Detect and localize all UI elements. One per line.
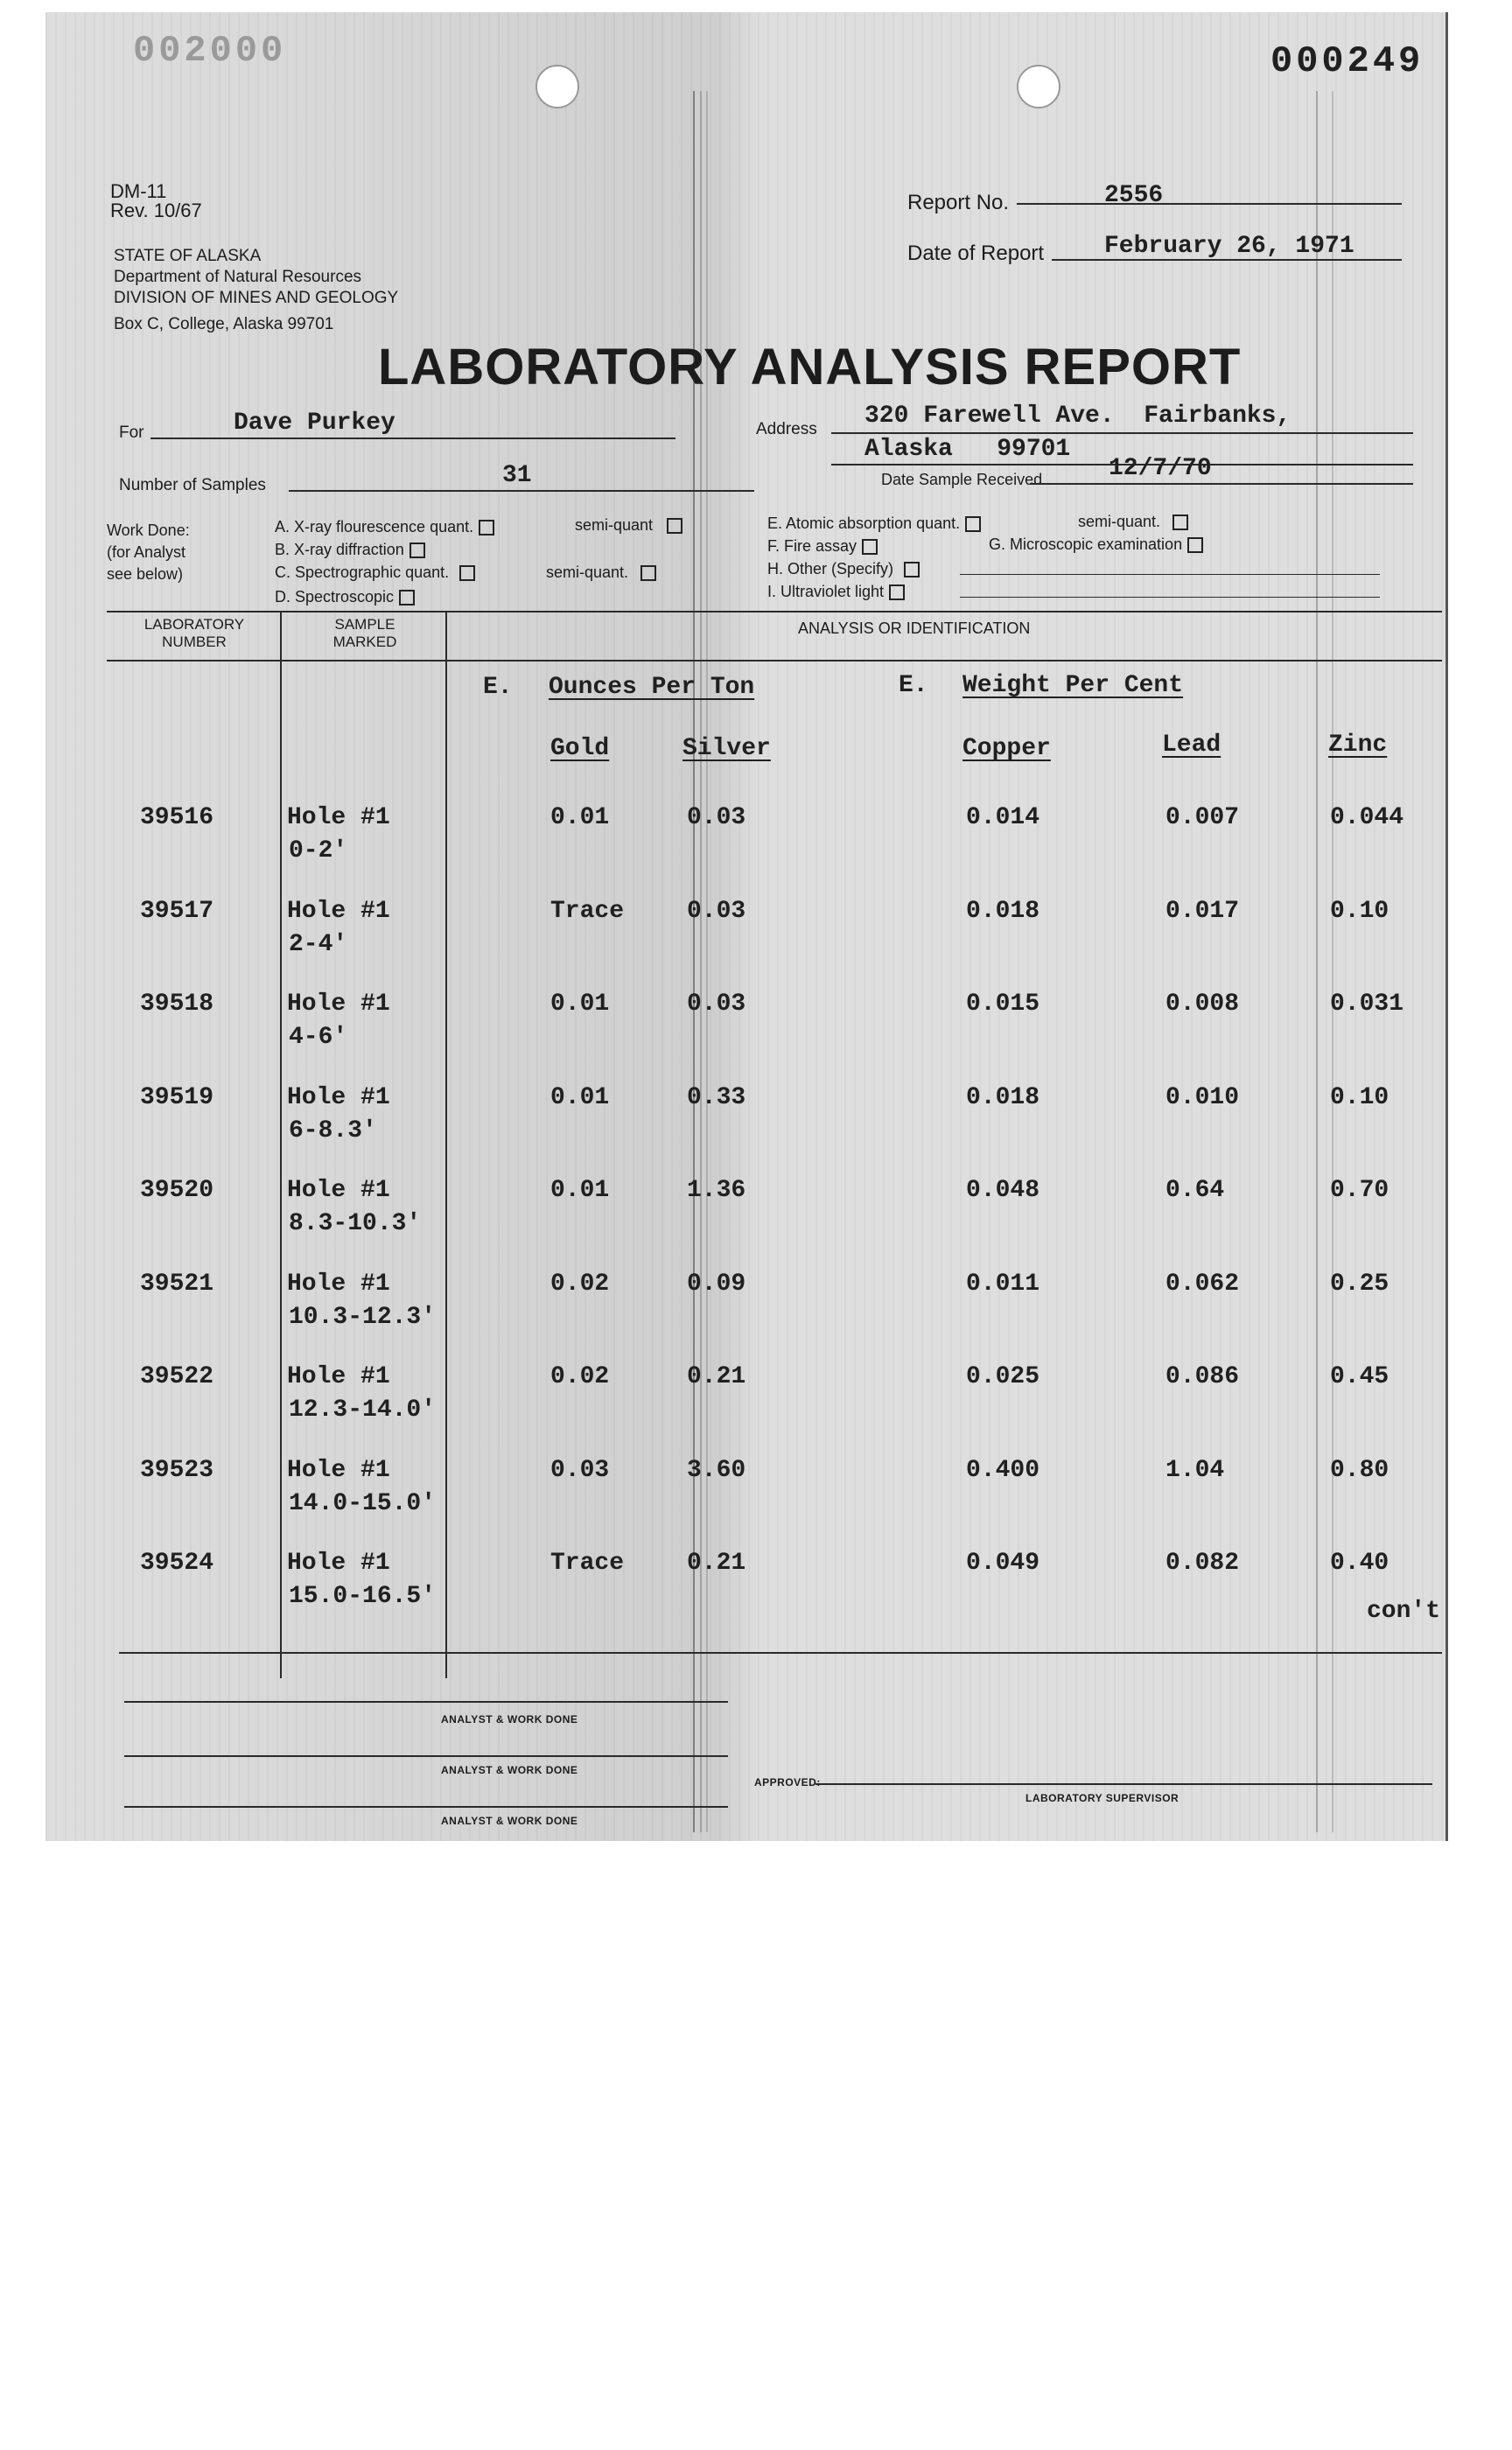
gold-cell: 0.02 [550, 1270, 610, 1298]
silver-cell: 0.21 [687, 1550, 746, 1577]
silver-cell: 0.33 [687, 1084, 746, 1111]
form-id: DM-11 [110, 180, 167, 202]
sample-hole-cell: Hole #1 [287, 1550, 390, 1577]
zinc-cell: 0.031 [1330, 990, 1404, 1018]
sample-depth-cell: 4-6' [289, 1024, 348, 1051]
lead-cell: 0.008 [1166, 990, 1240, 1018]
work-h: H. Other (Specify) [767, 560, 920, 578]
sample-depth-cell: 0-2' [289, 837, 348, 864]
lab-number-cell: 39518 [140, 990, 214, 1018]
checkbox-f[interactable] [862, 539, 878, 555]
zinc-cell: 0.40 [1330, 1550, 1390, 1577]
gold-cell: 0.02 [550, 1363, 610, 1390]
checkbox-e-semi[interactable] [1172, 514, 1188, 530]
zinc-cell: 0.10 [1330, 1084, 1390, 1111]
checkbox-c-quant[interactable] [459, 565, 475, 581]
work-c-semi: semi-quant. [546, 564, 656, 582]
work-e-semi: semi-quant. [1078, 513, 1188, 531]
lab-number-cell: 39521 [140, 1270, 214, 1298]
copper-cell: 0.018 [966, 898, 1040, 925]
address-line2: Alaska 99701 [864, 436, 1071, 463]
work-done-label [107, 520, 190, 585]
work-done-line3: see below) [107, 565, 184, 583]
sample-hole-cell: Hole #1 [287, 1363, 390, 1390]
sample-depth-cell: 6-8.3' [289, 1117, 377, 1144]
sample-depth-cell: 14.0-15.0' [289, 1490, 437, 1517]
report-sheet [46, 12, 1448, 1841]
work-a-semi: semi-quant [575, 516, 682, 535]
analyst-label-1: ANALYST & WORK DONE [441, 1713, 578, 1726]
copper-cell: 0.015 [966, 990, 1040, 1018]
gold-cell: 0.01 [550, 1177, 610, 1204]
report-no-value: 2556 [1104, 182, 1164, 209]
lab-number-cell: 39519 [140, 1084, 214, 1111]
sample-depth-cell: 15.0-16.5' [289, 1583, 437, 1610]
lead-cell: 0.082 [1166, 1550, 1240, 1577]
zinc-cell: 0.10 [1330, 898, 1390, 925]
checkbox-e-quant[interactable] [965, 516, 981, 532]
checkbox-c-semi[interactable] [640, 565, 656, 581]
lead-cell: 0.007 [1166, 804, 1240, 831]
group1-prefix: E. [483, 674, 513, 701]
analyst-label-2: ANALYST & WORK DONE [441, 1764, 578, 1776]
address-line1: 320 Farewell Ave. Fairbanks, [864, 402, 1292, 430]
stamp-top-right: 000249 [1270, 40, 1424, 82]
group1-header: Ounces Per Ton [549, 674, 755, 701]
silver-cell: 0.21 [687, 1363, 746, 1390]
col-lab-number-header: LABORATORY NUMBER [144, 616, 245, 650]
gold-cell: 0.01 [550, 804, 610, 831]
silver-cell: 3.60 [687, 1457, 746, 1484]
copper-cell: 0.025 [966, 1363, 1040, 1390]
continued-note: con't [1367, 1598, 1441, 1625]
gold-cell: 0.01 [550, 1084, 610, 1111]
work-g: G. Microscopic examination [989, 536, 1203, 554]
lab-number-cell: 39516 [140, 804, 214, 831]
for-value: Dave Purkey [234, 410, 396, 437]
zinc-cell: 0.45 [1330, 1363, 1390, 1390]
silver-cell: 0.09 [687, 1270, 746, 1298]
zinc-cell: 0.25 [1330, 1270, 1390, 1298]
silver-cell: 0.03 [687, 990, 746, 1018]
sample-depth-cell: 2-4' [289, 931, 348, 958]
copper-header: Copper [962, 735, 1051, 762]
zinc-cell: 0.70 [1330, 1177, 1390, 1204]
sample-hole-cell: Hole #1 [287, 1457, 390, 1484]
for-label: For [119, 424, 144, 442]
lab-number-cell: 39517 [140, 898, 214, 925]
zinc-cell: 0.80 [1330, 1457, 1390, 1484]
lead-cell: 0.086 [1166, 1363, 1240, 1390]
date-of-report-value: February 26, 1971 [1104, 233, 1354, 260]
lab-number-cell: 39524 [140, 1550, 214, 1577]
sample-hole-cell: Hole #1 [287, 1270, 390, 1298]
work-b: B. X-ray diffraction [275, 541, 425, 559]
sample-hole-cell: Hole #1 [287, 1177, 390, 1204]
work-f: F. Fire assay [767, 537, 878, 556]
work-i: I. Ultraviolet light [767, 583, 905, 601]
gold-cell: 0.01 [550, 990, 610, 1018]
address-label: Address [756, 420, 817, 438]
silver-cell: 1.36 [687, 1177, 746, 1204]
checkbox-a-quant[interactable] [479, 520, 494, 536]
sample-hole-cell: Hole #1 [287, 804, 390, 831]
report-no-label: Report No. [907, 191, 1010, 214]
checkbox-h[interactable] [904, 562, 920, 578]
sample-hole-cell: Hole #1 [287, 1084, 390, 1111]
work-d: D. Spectroscopic [275, 588, 415, 606]
copper-cell: 0.049 [966, 1550, 1040, 1577]
punch-hole-right [1017, 65, 1060, 108]
lead-cell: 0.64 [1166, 1177, 1225, 1204]
report-title: LABORATORY ANALYSIS REPORT [378, 339, 1242, 396]
num-samples-value: 31 [502, 462, 532, 489]
sample-depth-cell: 12.3-14.0' [289, 1396, 437, 1424]
date-received-value: 12/7/70 [1109, 455, 1212, 482]
copper-cell: 0.014 [966, 804, 1040, 831]
lab-number-cell: 39523 [140, 1457, 214, 1484]
lead-cell: 0.062 [1166, 1270, 1240, 1298]
zinc-cell: 0.044 [1330, 804, 1404, 831]
group2-header: Weight Per Cent [962, 672, 1184, 699]
work-a: A. X-ray flourescence quant. [275, 518, 494, 536]
col-analysis-header: ANALYSIS OR IDENTIFICATION [798, 620, 1031, 637]
sample-hole-cell: Hole #1 [287, 990, 390, 1018]
sample-depth-cell: 10.3-12.3' [289, 1304, 437, 1331]
zinc-header: Zinc [1328, 732, 1388, 759]
org-division: DIVISION OF MINES AND GEOLOGY [114, 289, 399, 307]
copper-cell: 0.011 [966, 1270, 1040, 1298]
silver-header: Silver [682, 735, 771, 762]
approved-label: APPROVED: [754, 1776, 821, 1788]
form-rev: Rev. 10/67 [110, 200, 202, 221]
work-e: E. Atomic absorption quant. [767, 514, 981, 533]
gold-cell: 0.03 [550, 1457, 610, 1484]
work-c: C. Spectrographic quant. [275, 564, 475, 582]
lead-header: Lead [1162, 732, 1222, 759]
date-received-label: Date Sample Received [881, 471, 1043, 488]
punch-hole-left [536, 65, 579, 108]
copper-cell: 0.048 [966, 1177, 1040, 1204]
checkbox-g[interactable] [1187, 537, 1203, 553]
group2-prefix: E. [899, 672, 928, 699]
lab-number-cell: 39522 [140, 1363, 214, 1390]
sample-depth-cell: 8.3-10.3' [289, 1210, 422, 1237]
checkbox-b[interactable] [410, 542, 425, 558]
silver-cell: 0.03 [687, 898, 746, 925]
lead-cell: 0.010 [1166, 1084, 1240, 1111]
analyst-label-3: ANALYST & WORK DONE [441, 1815, 578, 1827]
work-done-line2: (for Analyst [107, 543, 186, 561]
date-of-report-label: Date of Report [907, 242, 1045, 265]
gold-cell: Trace [550, 1550, 625, 1577]
work-done-line1: Work Done: [107, 522, 190, 539]
stamp-top-left: 002000 [133, 30, 287, 72]
copper-cell: 0.018 [966, 1084, 1040, 1111]
silver-cell: 0.03 [687, 804, 746, 831]
gold-cell: Trace [550, 898, 625, 925]
sample-hole-cell: Hole #1 [287, 898, 390, 925]
col-sample-marked-header: SAMPLE MARKED [332, 616, 397, 650]
org-state: STATE OF ALASKA [114, 247, 262, 265]
copper-cell: 0.400 [966, 1457, 1040, 1484]
lead-cell: 0.017 [1166, 898, 1240, 925]
org-address: Box C, College, Alaska 99701 [114, 315, 334, 333]
checkbox-a-semi[interactable] [667, 518, 682, 534]
checkbox-d[interactable] [399, 590, 415, 606]
num-samples-label: Number of Samples [119, 476, 266, 494]
lab-number-cell: 39520 [140, 1177, 214, 1204]
checkbox-i[interactable] [889, 584, 905, 600]
lead-cell: 1.04 [1166, 1457, 1225, 1484]
gold-header: Gold [550, 735, 610, 762]
supervisor-label: LABORATORY SUPERVISOR [1026, 1792, 1180, 1804]
org-dept: Department of Natural Resources [114, 268, 362, 286]
